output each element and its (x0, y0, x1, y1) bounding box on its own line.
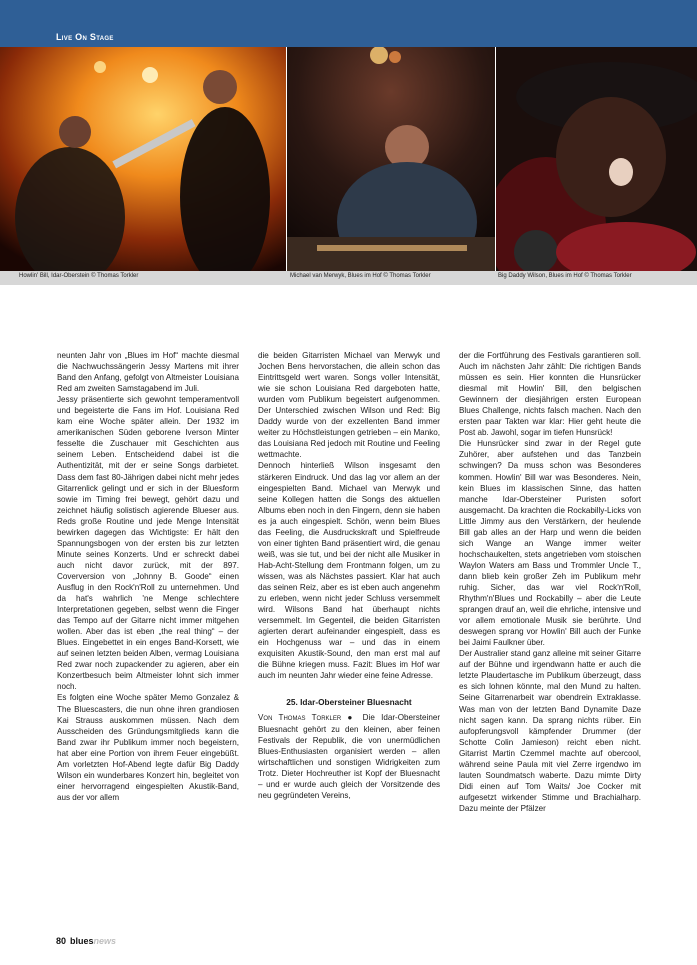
page-number: 80 (56, 936, 67, 946)
paragraph: Jessy präsentierte sich gewohnt temperamentvoll und begeisterte die Fans im Hof. Louisiana Red kam eine Woche später allein. Der 1932 im amerikanischen Süden geborene Iverson Minter fesselte die Zuschauer mit Geschichten aus seinem Leben. Entscheidend dabei ist die Authentizität, mit der er seine Songs darbietet. Dass dem fast 80-Jährigen dabei nicht mehr jedes Gitarrenlick gelingt und er sich in der Bluesform sowie im Timing frei bewegt, gehört dazu und zeichnet häufig solistisch agierende Blueser aus. Reds große Routine und jede Menge Intensität bewirken dagegen das Wichtigste: Er hält den Spannungsbogen von der ersten bis zur letzten Minute seines Konzerts. Und er schreckt dabei auch nicht davor zurück, mit der 897. Coverversion von „Johnny B. Goode“ einen Ausflug in den Rock'n'Roll zu unternehmen. Und da hat's wahrlich 'ne Menge schlechtere Interpretationen gegeben, selbst wenn die Finger das Tempo auf der Gitarre nicht immer mitgehen wollen. Aber das ist eben „the real thing“ – der Blues. Eingebettet in ein enges Band-Korsett, wie auf seinen letzten beiden Alben, vermag Louisiana Red zwar noch zupackender zu agieren, aber ein Konzertbesuch beim Altmeister lohnt sich immer noch. (57, 395, 239, 692)
photo-caption-1: Howlin' Bill, Idar-Oberstein © Thomas Torkler (19, 273, 139, 279)
paragraph: Dennoch hinterließ Wilson insgesamt den stärkeren Eindruck. Und das lag vor allem an der eingespielten Band. Michael van Merwyk und seine Kollegen hatten die Songs des aktuellen Albums eben noch in den Fingern, denn sie haben es ja auch eingespielt. Schön, wenn beim Blues das Feeling, die Ausdruckskraft und Spielfreude von einer tighten Band präsentiert wird, die genau weiß, was sie tut, und bei der nicht alle Musiker in Hab-Acht-Stellung dem Frontmann folgen, um zu wissen, was als Nächstes passiert. Klar hat auch das seinen Reiz, aber es ist eben auch angenehm zu erleben, wenn nicht jeder Schluss versemmelt wird. Wilsons Band hat überhaupt nichts versemmelt. Im Gegenteil, die beiden Gitarristen agierten derart aufeinander eingespielt, dass es ein Hochgenuss war – und das in einem exquisiten Akustik-Sound, den man erst mal auf die Bühne kriegen muss. Fazit: Blues im Hof war auch im neunten Jahr wieder eine feine Adresse. (258, 461, 440, 681)
paragraph: der die Fortführung des Festivals garantieren soll. Auch im nächsten Jahr zählt: Die richtigen Bands müssen es sein. Hier konnten die Hunsrücker diesmal mit Howlin' Bill, den belgischen Gewinnern der diesjährigen ersten European Blues Challenge, nichts falsch machen. Nach den ersten paar Takten war klar: Hier geht heute die Post ab. Jawohl, sogar im tiefen Hunsrück! (459, 351, 641, 438)
page-footer (56, 936, 116, 946)
byline-separator: ● (341, 713, 363, 723)
paragraph: Es folgten eine Woche später Memo Gonzalez & The Bluescasters, die nun ohne ihren grandiosen Kai Strauss auskommen müssen. Nach dem Ausscheiden des Gründungsmitglieds kann die Band zwar ihr Publikum immer noch begeistern, hat aber eine Portion von ihrem Feuer eingebüßt. Am vorletzten Hof-Abend legte dafür Big Daddy Wilson ein wunderbares Konzert hin, begleitet von einer hervorragend eingespielten Akustik-Band, aus der vor allem (57, 693, 239, 802)
paragraph: neunten Jahr von „Blues im Hof“ machte diesmal die Nachwuchssängerin Jessy Martens mit ihrer Band den Anfang, gefolgt von Altmeister Louisiana Red am zweiten Samstagabend im Juli. (57, 351, 239, 394)
text-column-3 (459, 350, 641, 814)
photo-caption-2: Michael van Merwyk, Blues im Hof © Thomas Torkler (290, 273, 431, 279)
byline: Von Thomas Torkler (258, 713, 342, 723)
magazine-name-suffix: news (93, 936, 117, 946)
paragraph: Die Hunsrücker sind zwar in der Regel gute Zuhörer, aber aufstehen und das Tanzbein schwingen? Da muss schon was Besonderes kommen. Howlin' Bill war was Besonderes. Nein, kein Blues im klassischen Sinne, das hatten manche Idar-Obersteiner Puristen sofort ausgemacht. Da krachten die Rockabilly-Licks von Little Jimmy aus den Verstärkern, der heulende Bill gab alles an der Harp und wenn die beiden sich Wange an Wange immer weiter hochschaukelten, stets angetrieben vom stoischen Waylon Waters am Bass und Trommler Uncle T., dann blieb kein großer Zeh im Publikum mehr ruhig. Sicher, das war viel Rock'n'Roll, Rhythm'n'Blues und Rockabilly – aber die Leute sprangen drauf an, weil die ehrliche, intensive und vor allem emotionale Musik sie berührte. Und deswegen sprang vor Howlin' Bill auch der Funke bei Jaimi Faulkner über. (459, 439, 641, 648)
text-column-1 (57, 350, 239, 803)
paragraph-text: Die Idar-Obersteiner Bluesnacht gehört zu den kleinen, aber feinen Festivals der Republik, die von unermüdlichen Blues-Enthusiasten organisiert werden – allen wirtschaftlichen und sonstigen Widrigkeiten zum Trotz. Dieter Hochreuther ist Kopf der Bluesnacht – und er wurde auch gleich der Vorsitzende des neu gegründeten Vereins, (258, 713, 441, 800)
photo-big-daddy-wilson (496, 47, 697, 271)
paragraph: Der Australier stand ganz alleine mit seiner Gitarre auf der Bühne und irgendwann hatte er auch die letzte Plaudertasche im Publikum überzeugt, dass es sich lohnen könnte, mal den Mund zu halten. Seine Gitarrenarbeit war obendrein Extraklasse. Was man von der letzten Band Dynamite Daze nicht sagen kann. Da sprang nichts rüber. Ein aufopferungsvoll kämpfender Drummer (der Schotte Colin Jamieson) reicht eben nicht. Gitarrist Martin Czemmel machte auf obercool, während seine Paula mit viel Zerre irgendwo im lauten Soundmatsch waberte. Dazu mimte Dirty Didi einen auf Tom Waits/ Joe Cocker mit aufgesetzt wirkender Stimme und Brachialharp. Dazu meinte der Pfälzer (459, 649, 641, 813)
magazine-name: blues (70, 936, 94, 946)
photo-caption-3: Big Daddy Wilson, Blues im Hof © Thomas Torkler (498, 273, 632, 279)
text-column-2 (258, 350, 440, 801)
section-label: Live On Stage (56, 32, 114, 42)
photo-howlin-bill (0, 47, 286, 271)
article-subhead: 25. Idar-Obersteiner Bluesnacht (286, 697, 412, 708)
paragraph (258, 712, 440, 800)
paragraph: die beiden Gitarristen Michael van Merwyk und Jochen Bens hervorstachen, die allein schon das Eintrittsgeld wert waren. Songs voller Intensität, wie sie schon Louisiana Red dargeboten hatte, wurden vom Publikum begeistert aufgenommen. Der Unterschied zwischen Wilson und Red: Big Daddy wurde von der exzellenten Band immer weiter zu Höchstleistungen getrieben – ein Manko, das Louisiana Red jedoch mit Routine und Feeling wettmachte. (258, 351, 440, 460)
photo-michael-van-merwyk (287, 47, 495, 271)
